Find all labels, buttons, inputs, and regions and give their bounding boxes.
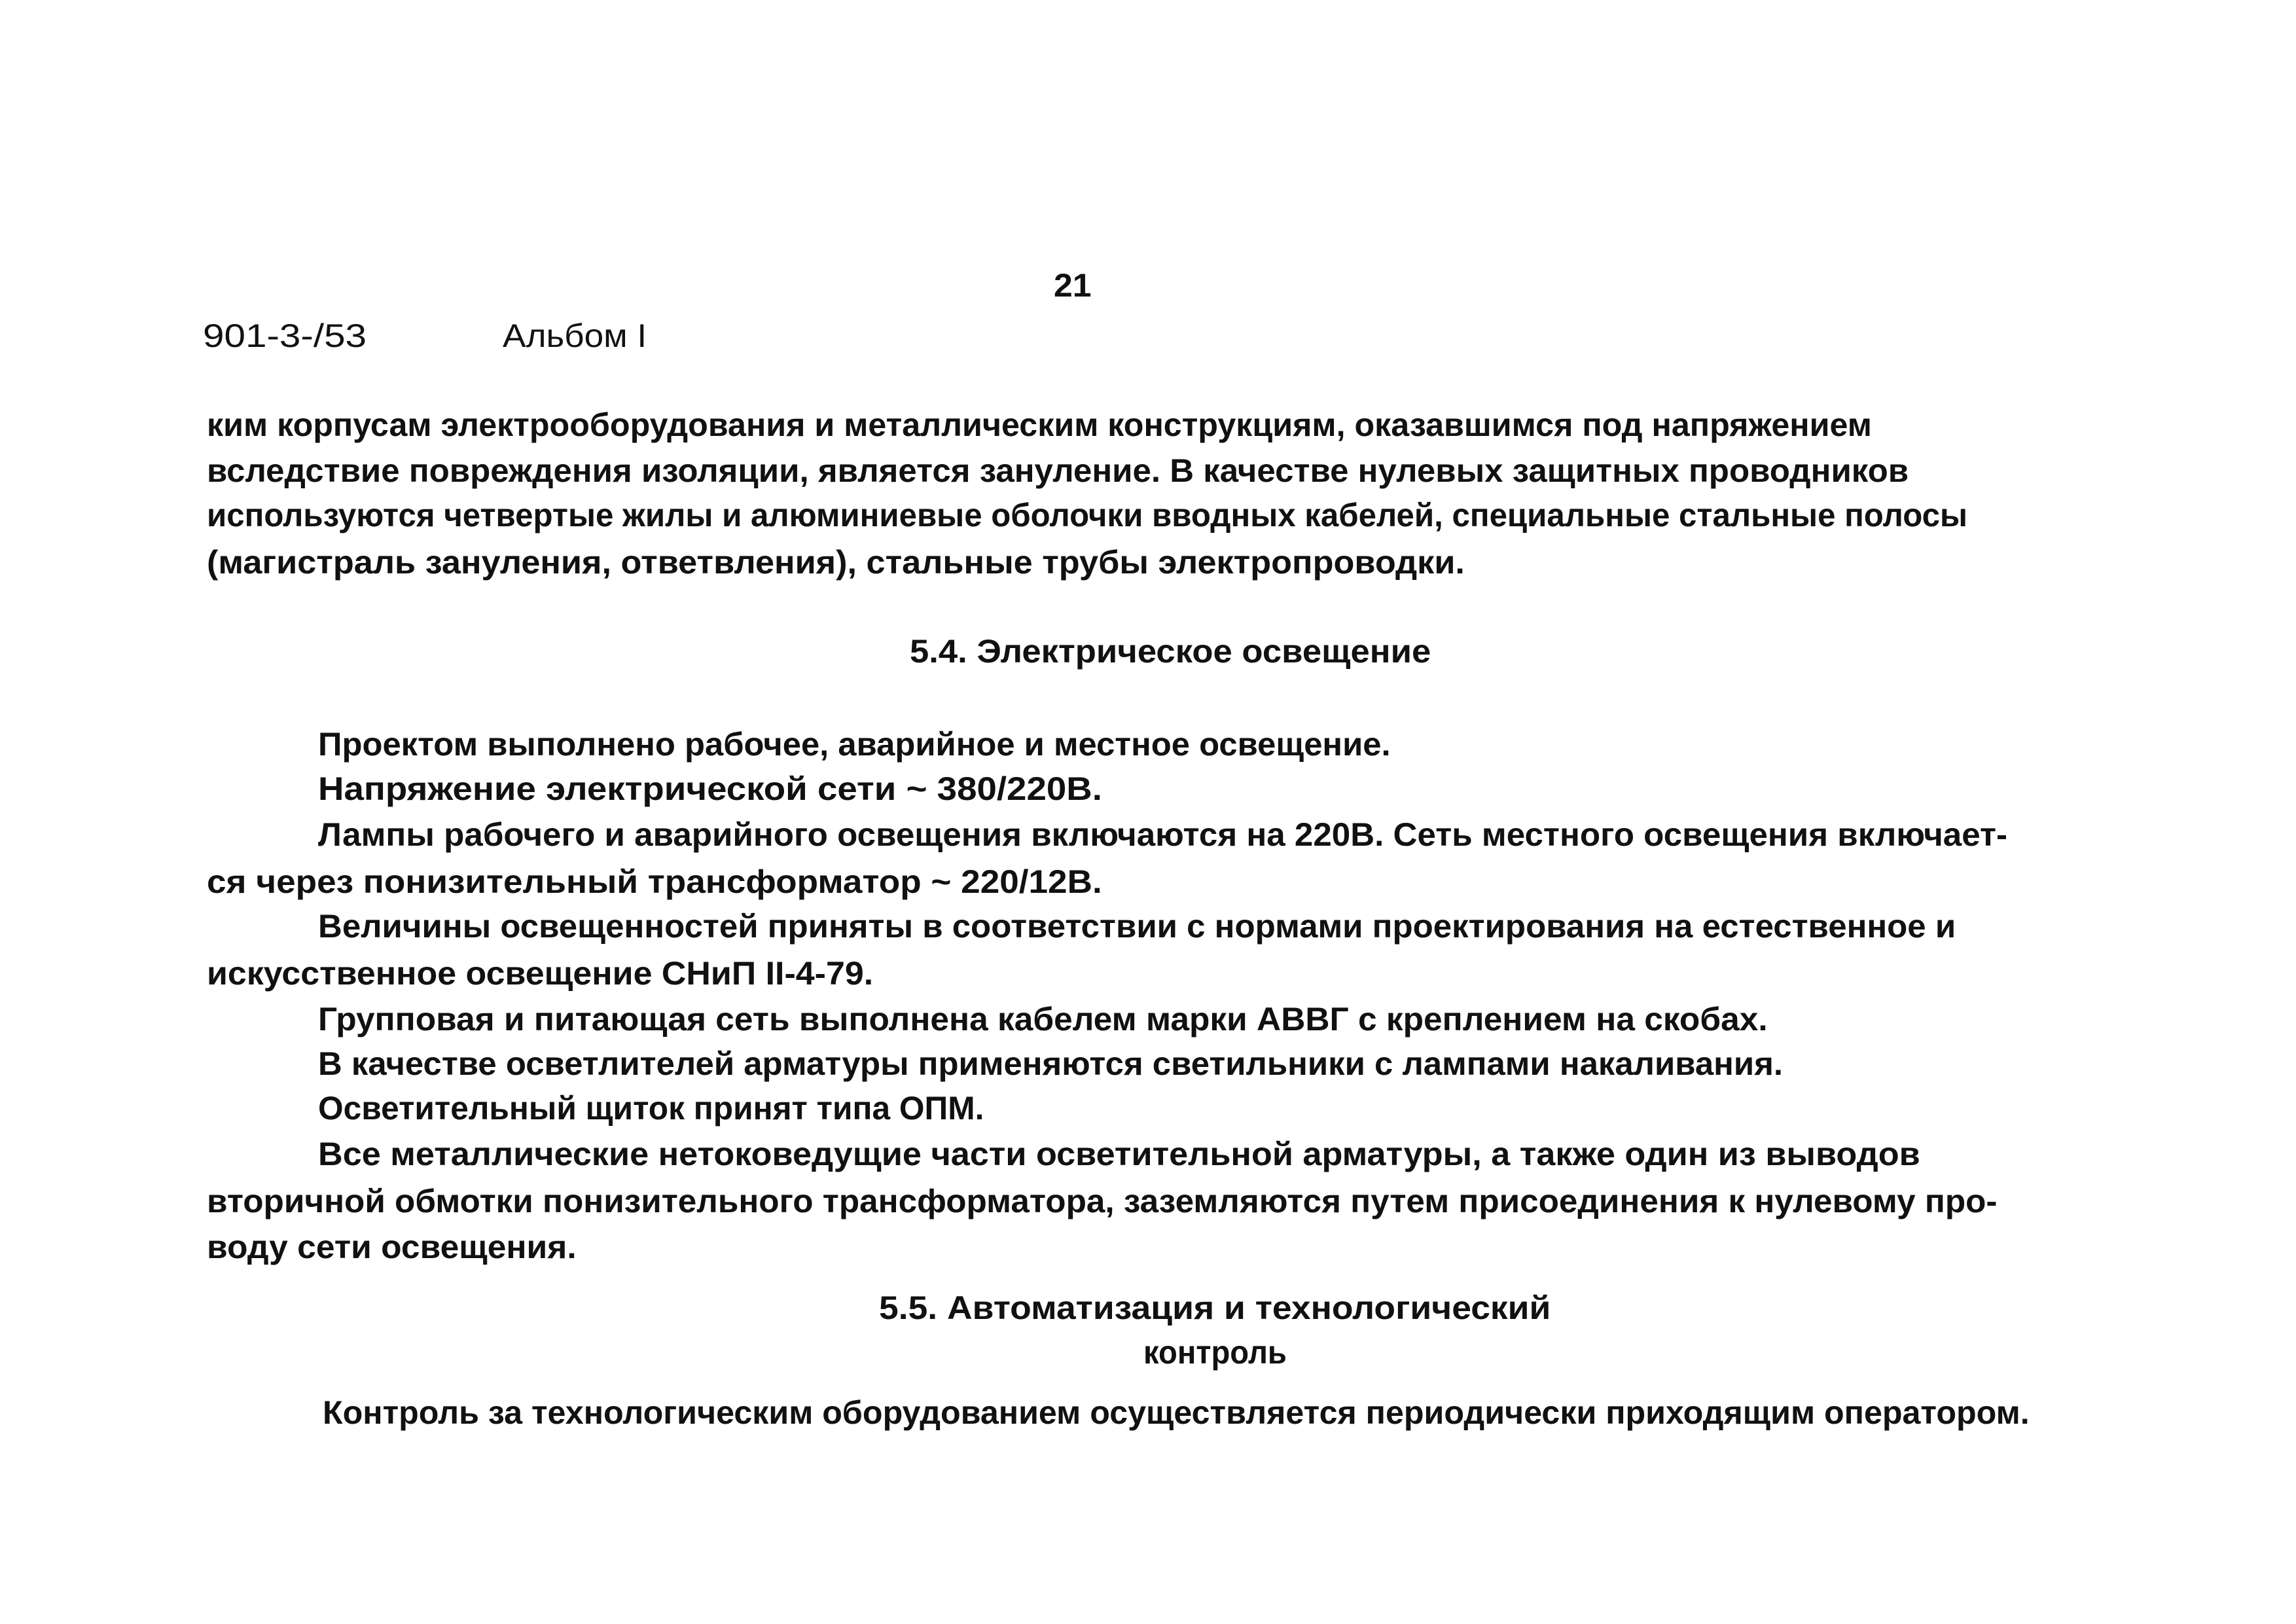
body-line: Контроль за технологическим оборудованием осуществляется периодически приходящим оператором. [323, 1394, 2030, 1431]
intro-line: ким корпусам электрооборудования и металлическим конструкциям, оказавшимся под напряжением [207, 406, 1872, 443]
body-line: Лампы рабочего и аварийного освещения включаются на 220В. Сеть местного освещения включает- [318, 816, 2008, 853]
body-line: Осветительный щиток принят типа ОПМ. [318, 1090, 984, 1127]
section-heading: 5.4. Электрическое освещение [910, 633, 1431, 670]
section-heading-cont: контроль [1143, 1334, 1287, 1371]
intro-line: (магистраль зануления, ответвления), стальные трубы электропроводки. [207, 544, 1465, 581]
body-line: Групповая и питающая сеть выполнена кабелем марки АВВГ с креплением на скобах. [318, 1001, 1768, 1038]
body-line: Величины освещенностей приняты в соответствии с нормами проектирования на естественное и [318, 908, 1956, 945]
page-number: 21 [1054, 267, 1092, 304]
body-line: воду сети освещения. [207, 1229, 577, 1265]
doc-code: 901-3-/53 [203, 317, 367, 354]
body-line: ся через понизительный трансформатор ~ 220/12В. [207, 863, 1102, 900]
intro-line: используются четвертые жилы и алюминиевые оболочки вводных кабелей, специальные стальные полосы [207, 497, 1968, 533]
album-label: Альбом I [503, 317, 647, 354]
body-line: Напряжение электрической сети ~ 380/220В. [318, 770, 1102, 807]
body-line: В качестве осветлителей арматуры применяются светильники с лампами накаливания. [318, 1045, 1784, 1082]
body-line: Все металлические нетоковедущие части осветительной арматуры, а также один из выводов [318, 1136, 1920, 1172]
body-line: искусственное освещение СНиП II-4-79. [207, 955, 874, 992]
body-line: Проектом выполнено рабочее, аварийное и местное освещение. [318, 726, 1391, 763]
intro-line: вследствие повреждения изоляции, является зануление. В качестве нулевых защитных проводников [207, 452, 1909, 489]
section-heading: 5.5. Автоматизация и технологический [879, 1290, 1551, 1326]
body-line: вторичной обмотки понизительного трансформатора, заземляются путем присоединения к нулевому про- [207, 1183, 1998, 1219]
